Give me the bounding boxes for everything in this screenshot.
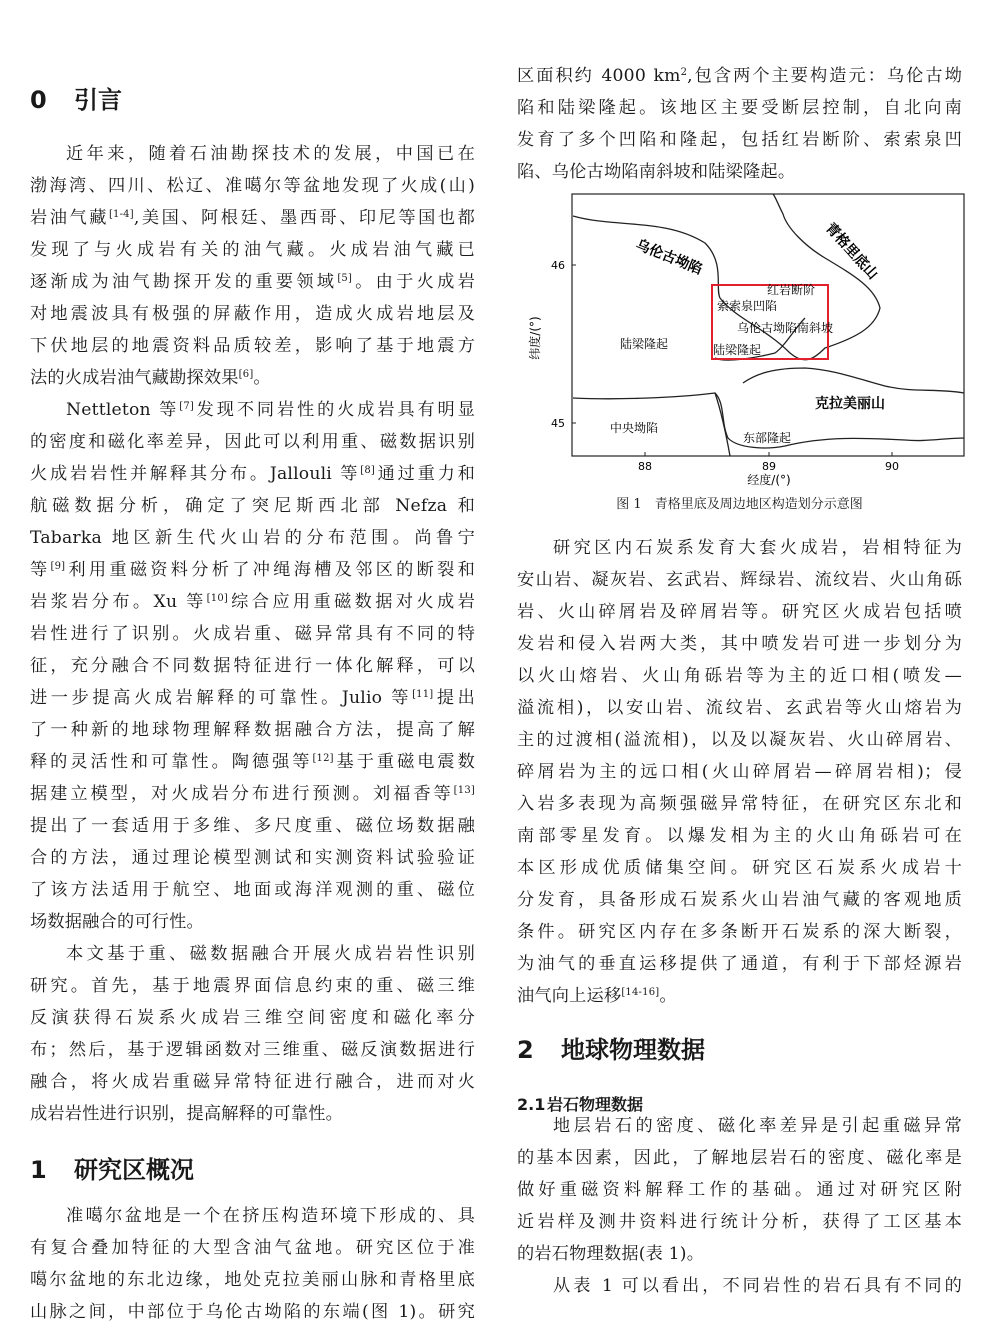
text-line: 以火山熔岩、火山角砾岩等为主的近口相(喷发— [517, 666, 962, 686]
text-line: 发现了与火成岩有关的油气藏。火成岩油气藏已 [30, 240, 475, 260]
text-line: 主的过渡相(溢流相)，以及以凝灰岩、火山碎屑岩、 [517, 730, 962, 750]
x-tick-label: 90 [885, 460, 899, 473]
text-line: 岩浆岩分布。Xu 等[10]综合应用重磁数据对火成岩 [30, 592, 475, 612]
text-line: 研究。首先，基于地震界面信息约束的重、磁三维 [30, 976, 475, 996]
text-line: 发育了多个凹陷和隆起，包括红岩断阶、索索泉凹 [517, 130, 962, 150]
text-line: Tabarka 地区新生代火山岩的分布范围。尚鲁宁 [30, 528, 475, 548]
text-line: 的密度和磁化率差异，因此可以利用重、磁数据识别 [30, 432, 475, 452]
citation: [11] [412, 689, 434, 700]
label-wulungu-south: 乌伦古坳陷南斜坡 [737, 321, 834, 335]
text-line: 入岩多表现为高频强磁异常特征，在研究区东北和 [517, 794, 962, 814]
text-line: 提出了一套适用于多维、多尺度重、磁位场数据融 [30, 816, 475, 836]
text-line: 准噶尔盆地是一个在挤压构造环境下形成的、具 [66, 1206, 475, 1226]
text-line: 火成岩岩性并解释其分布。Jallouli 等[8]通过重力和 [30, 464, 475, 484]
text-line: 噶尔盆地的东北边缘，地处克拉美丽山脉和青格里底 [30, 1270, 475, 1290]
citation: [5] [337, 273, 353, 284]
x-tick-label: 88 [638, 460, 652, 473]
figure-caption: 图 1 青格里底及周边地区构造划分示意图 [616, 497, 863, 512]
label-kelameili: 克拉美丽山 [815, 396, 885, 412]
text-line: 油气向上运移[14-16]。 [517, 986, 677, 1006]
text-line: 研究区内石炭系发育大套火成岩，岩相特征为 [553, 538, 962, 558]
text-line: 做好重磁资料解释工作的基础。通过对研究区附 [517, 1180, 962, 1200]
text-line: 山脉之间，中部位于乌伦古坳陷的东端(图 1)。研究 [30, 1302, 475, 1322]
text-line: 近年来，随着石油勘探技术的发展，中国已在 [66, 144, 475, 164]
label-dongbu: 东部隆起 [743, 431, 792, 445]
x-tick-label: 89 [762, 460, 776, 473]
text-line: 合的方法，通过理论模型测试和实测资料试验验证 [30, 848, 475, 868]
text-line: 有复合叠加特征的大型含油气盆地。研究区位于准 [30, 1238, 475, 1258]
text-line: 法的火成岩油气藏勘探效果[6]。 [30, 368, 271, 388]
text-line: 融合，将火成岩重磁异常特征进行融合，进而对火 [30, 1072, 475, 1092]
citation: [9] [50, 561, 66, 572]
section-heading-geophysical-data: 2 地球物理数据 [517, 1036, 705, 1064]
text-line: 近岩样及测井资料进行统计分析，获得了工区基本 [517, 1212, 962, 1232]
text-line: 岩油气藏[1-4],美国、阿根廷、墨西哥、印尼等国也都 [30, 208, 475, 228]
text-line: 分发育，具备形成石炭系火山岩油气藏的客观地质 [517, 890, 962, 910]
label-qinggelidi: 青格里底山 [822, 219, 881, 283]
text-line: 南部零星发育。以爆发相为主的火山角砾岩可在 [517, 826, 962, 846]
text-line: 安山岩、凝灰岩、玄武岩、辉绿岩、流纹岩、火山角砾 [517, 570, 962, 590]
text-line: 据建立模型，对火成岩分布进行预测。刘福香等[13] [30, 784, 475, 804]
text-line: 条件。研究区内存在多条断开石炭系的深大断裂， [517, 922, 962, 942]
label-wulungu: 乌伦古坳陷 [633, 236, 705, 278]
text-line: 反演获得石炭系火成岩三维空间密度和磁化率分 [30, 1008, 475, 1028]
citation: [8] [360, 465, 376, 476]
text-line: 进一步提高火成岩解释的可靠性。Julio 等[11]提出 [30, 688, 475, 708]
section-heading-study-area: 1 研究区概况 [30, 1156, 194, 1184]
text-line: 溢流相)，以安山岩、流纹岩、玄武岩等火山熔岩为 [517, 698, 962, 718]
text-line: 了该方法适用于航空、地面或海洋观测的重、磁位 [30, 880, 475, 900]
text-line: 成岩岩性进行识别，提高解释的可靠性。 [30, 1104, 343, 1124]
citation: [7] [179, 401, 194, 412]
text-line: Nettleton 等[7]发现不同岩性的火成岩具有明显 [66, 400, 475, 420]
text-line: 释的灵活性和可靠性。陶德强等[12]基于重磁电震数 [30, 752, 475, 772]
text-line: 碎屑岩为主的远口相(火山碎屑岩—碎屑岩相)；侵 [517, 762, 962, 782]
figure-structural-map [525, 188, 970, 486]
text-line: 了一种新的地球物理解释数据融合方法，提高了解 [30, 720, 475, 740]
text-line: 本文基于重、磁数据融合开展火成岩岩性识别 [66, 944, 475, 964]
text-line: 岩、火山碎屑岩及碎屑岩等。研究区火成岩包括喷 [517, 602, 962, 622]
text-line: 陷、乌伦古坳陷南斜坡和陆梁隆起。 [517, 162, 796, 182]
label-suosuoquan: 索索泉凹陷 [717, 299, 778, 313]
text-line: 岩性进行了识别。火成岩重、磁异常具有不同的特 [30, 624, 475, 644]
text-line: 陷和陆梁隆起。该地区主要受断层控制，自北向南 [517, 98, 962, 118]
subsection-heading-rock-physics: 2.1 岩石物理数据 [517, 1095, 644, 1114]
citation: [1-4] [108, 209, 134, 220]
text-line: 地层岩石的密度、磁化率差异是引起重磁异常 [553, 1116, 962, 1136]
label-luliang-inner: 陆梁隆起 [713, 343, 762, 357]
text-line: 对地震波具有极强的屏蔽作用，造成火成岩地层及 [30, 304, 475, 324]
label-hongyan: 红岩断阶 [767, 283, 816, 297]
text-line: 航磁数据分析，确定了突尼斯西北部 Nefza 和 [30, 496, 475, 516]
text-line: 征，充分融合不同数据特征进行一体化解释，可以 [30, 656, 475, 676]
citation: [13] [453, 785, 475, 796]
text-line: 等[9]利用重磁资料分析了冲绳海槽及邻区的断裂和 [30, 560, 475, 580]
text-line: 下伏地层的地震资料品质较差，影响了基于地震方 [30, 336, 475, 356]
label-zhongyang: 中央坳陷 [610, 421, 659, 435]
text-line: 场数据融合的可行性。 [30, 912, 204, 932]
y-axis-label: 纬度/(°) [528, 316, 542, 360]
citation: [12] [312, 753, 334, 764]
citation: [14-16] [621, 987, 660, 998]
text-line: 逐渐成为油气勘探开发的重要领域[5]。由于火成岩 [30, 272, 475, 292]
citation: [6] [238, 369, 254, 380]
text-line: 发岩和侵入岩两大类，其中喷发岩可进一步划分为 [517, 634, 962, 654]
text-line: 的基本因素，因此，了解地层岩石的密度、磁化率是 [517, 1148, 962, 1168]
text-line: 从表 1 可以看出，不同岩性的岩石具有不同的 [553, 1276, 962, 1296]
y-tick-label: 46 [551, 259, 565, 272]
text-line: 区面积约 4000 $km^2$,包含两个主要构造元：乌伦古坳 [517, 66, 962, 86]
text-line: 为油气的垂直运移提供了通道，有利于下部烃源岩 [517, 954, 962, 974]
text-line: 本区形成优质储集空间。研究区石炭系火成岩十 [517, 858, 962, 878]
section-heading-introduction: 0 引言 [30, 86, 122, 114]
label-luliang: 陆梁隆起 [620, 337, 669, 351]
citation: [10] [206, 593, 228, 604]
x-axis-label: 经度/(°) [747, 473, 791, 486]
y-tick-label: 45 [551, 417, 565, 430]
text-line: 布；然后，基于逻辑函数对三维重、磁反演数据进行 [30, 1040, 475, 1060]
text-line: 渤海湾、四川、松辽、准噶尔等盆地发现了火成(山) [30, 176, 475, 196]
structural-map-svg [525, 188, 970, 486]
text-line: 的岩石物理数据(表 1)。 [517, 1244, 705, 1264]
